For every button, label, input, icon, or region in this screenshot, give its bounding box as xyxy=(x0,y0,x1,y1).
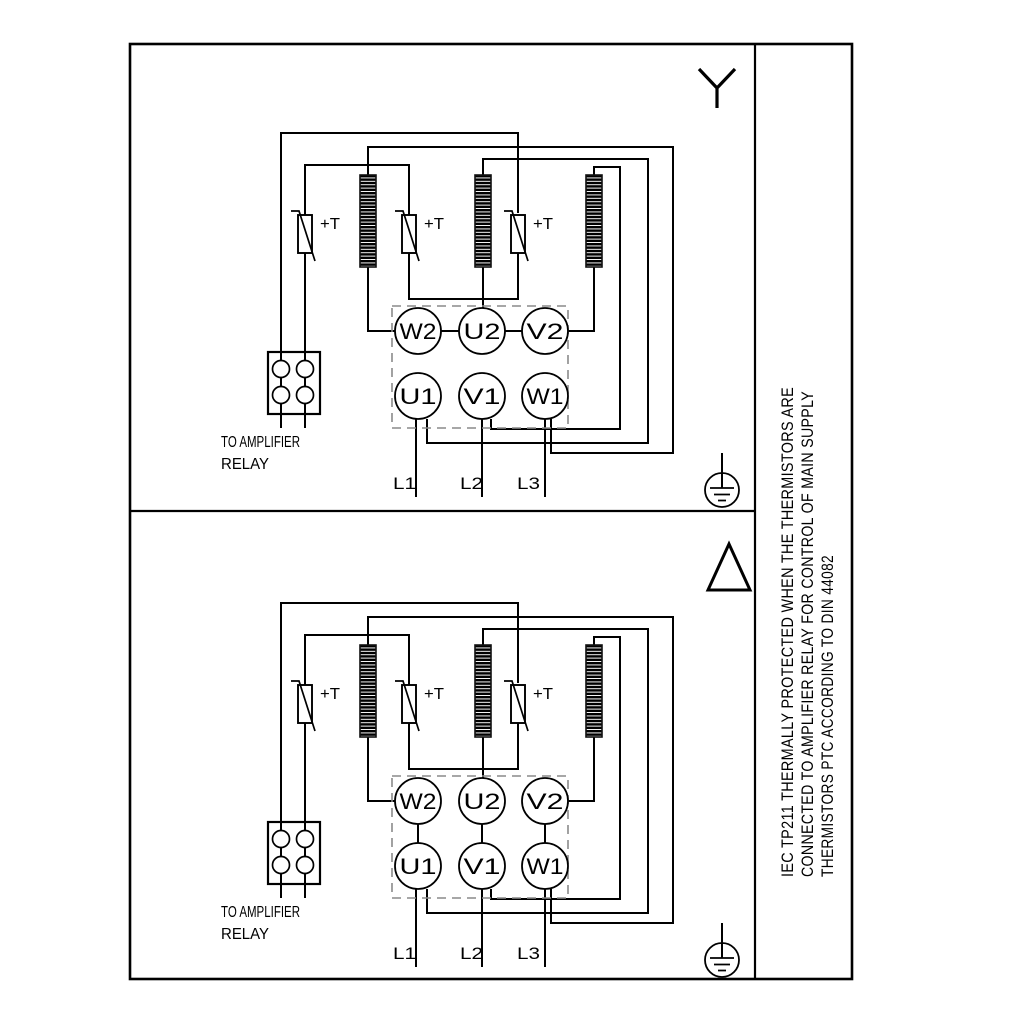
supply-label-l3: L3 xyxy=(517,944,540,963)
side-note-line3: THERMISTORS PTC ACCORDING TO DIN 44082 xyxy=(818,478,837,877)
terminal-label-w1: W1 xyxy=(526,854,564,879)
relay-caption-line1: TO AMPLIFIER xyxy=(221,434,300,451)
terminal-label-w2: W2 xyxy=(399,319,437,344)
relay-caption-line1: TO AMPLIFIER xyxy=(221,904,300,921)
terminal-label-u1: U1 xyxy=(399,854,437,879)
terminal-label-v2: V2 xyxy=(526,789,564,814)
supply-label-l1: L1 xyxy=(393,944,416,963)
terminal-label-u2: U2 xyxy=(463,319,501,344)
supply-label-l2: L2 xyxy=(460,474,483,493)
terminal-label-w1: W1 xyxy=(526,384,564,409)
terminal-label-w2: W2 xyxy=(399,789,437,814)
relay-caption-line2: RELAY xyxy=(221,456,270,473)
thermistor-label-1: +T xyxy=(320,686,341,703)
thermistor-label-3: +T xyxy=(533,686,554,703)
side-note-line1: IEC TP211 THERMALLY PROTECTED WHEN THE THERMISTORS ARE xyxy=(778,297,797,877)
thermistor-label-2: +T xyxy=(424,216,445,233)
terminal-label-v1: V1 xyxy=(463,384,501,409)
side-note-line2: CONNECTED TO AMPLIFIER RELAY FOR CONTROL OF MAIN SUPPLY xyxy=(798,293,817,877)
terminal-label-u2: U2 xyxy=(463,789,501,814)
supply-label-l2: L2 xyxy=(460,944,483,963)
supply-label-l1: L1 xyxy=(393,474,416,493)
supply-label-l3: L3 xyxy=(517,474,540,493)
terminal-label-v1: V1 xyxy=(463,854,501,879)
relay-caption-line2: RELAY xyxy=(221,926,270,943)
thermistor-label-3: +T xyxy=(533,216,554,233)
thermistor-label-1: +T xyxy=(320,216,341,233)
terminal-label-v2: V2 xyxy=(526,319,564,344)
terminal-label-u1: U1 xyxy=(399,384,437,409)
thermistor-label-2: +T xyxy=(424,686,445,703)
